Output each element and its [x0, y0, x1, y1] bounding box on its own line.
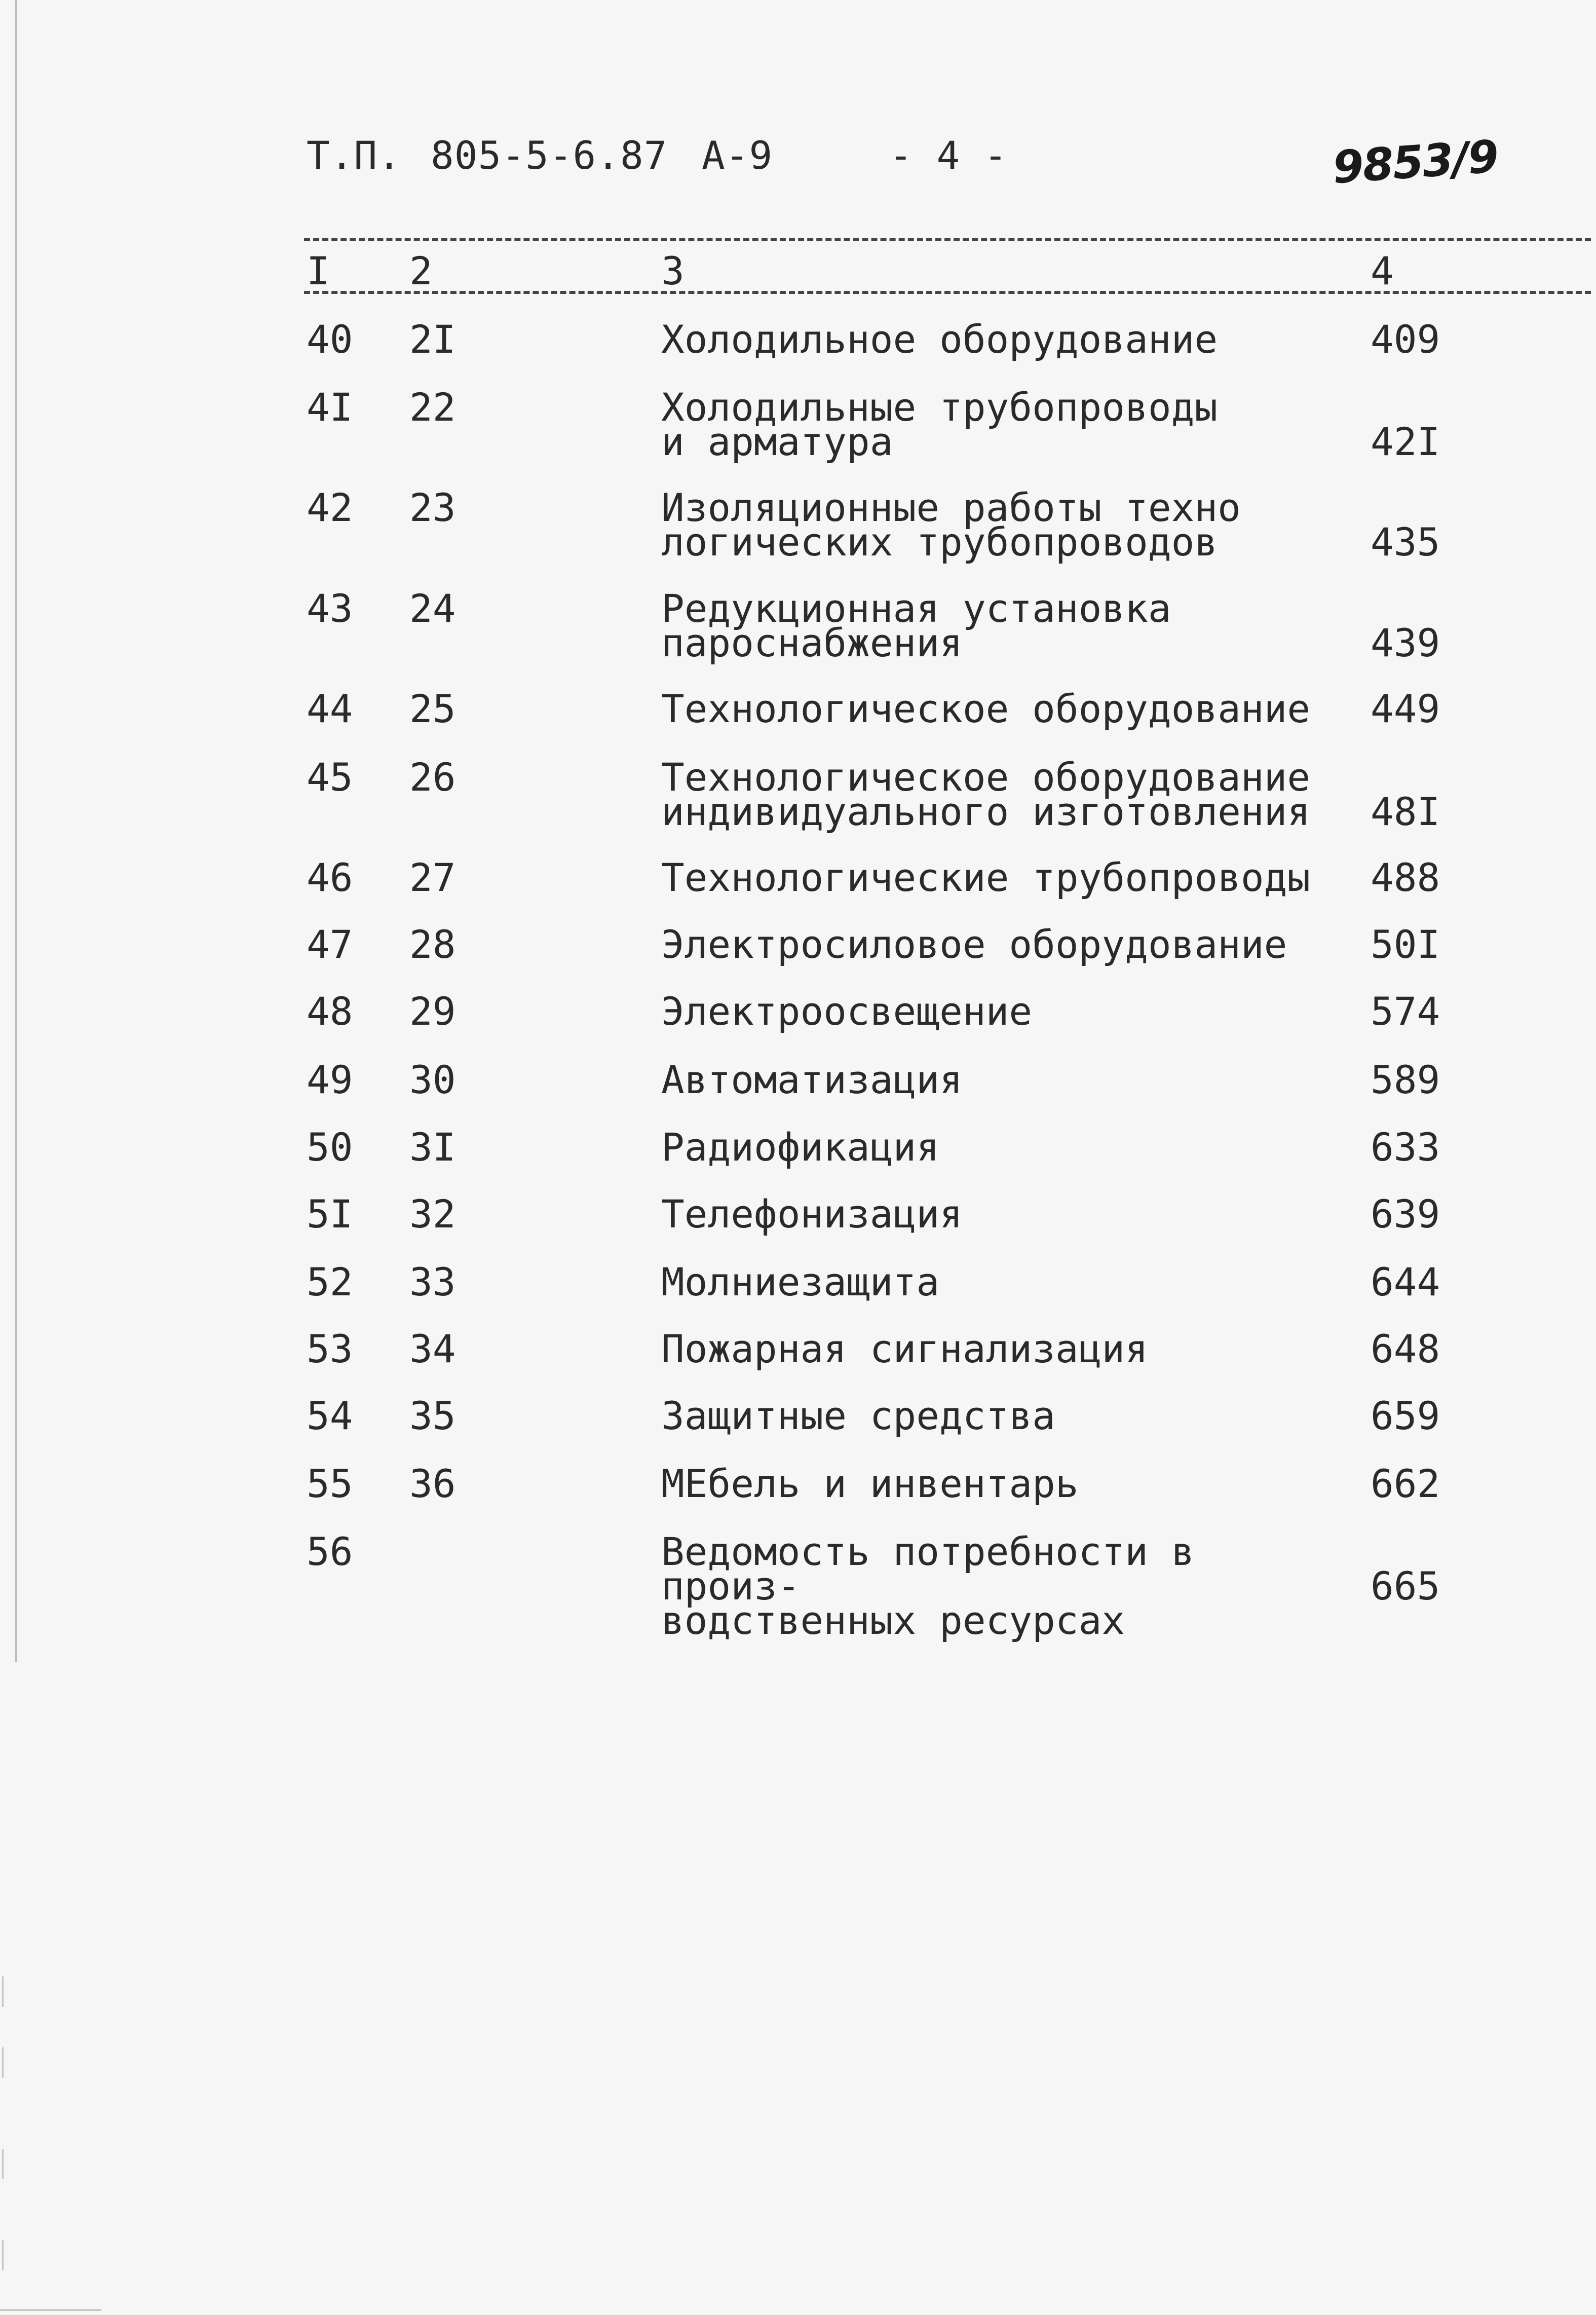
scan-mark: [2, 2240, 4, 2270]
series-label: Т.П.: [307, 133, 402, 178]
row-number: 43: [307, 586, 353, 631]
row-number: 55: [307, 1461, 353, 1506]
row-number: 49: [307, 1057, 353, 1102]
page-ref: 633: [1371, 1125, 1440, 1170]
section-number: 2I: [409, 317, 456, 362]
album-label: А-9: [702, 133, 773, 178]
section-title: Пожарная сигнализация: [661, 1326, 1148, 1371]
row-number: 46: [307, 855, 353, 900]
section-number: 34: [409, 1326, 456, 1371]
row-number: 45: [307, 755, 353, 800]
page-ref: 589: [1371, 1057, 1440, 1102]
section-title: Технологическое оборудование: [661, 686, 1311, 731]
section-title: Молниезащита: [661, 1259, 940, 1304]
row-number: 4I: [307, 385, 353, 430]
section-title: Защитные средства: [661, 1393, 1055, 1438]
scan-mark: [0, 2309, 101, 2311]
page-ref: 449: [1371, 686, 1440, 731]
row-number: 5I: [307, 1191, 353, 1237]
section-number: 25: [409, 686, 456, 731]
row-number: 42: [307, 485, 353, 530]
section-title: Технологические трубопроводы: [661, 855, 1311, 900]
scan-mark: [2, 2047, 4, 2078]
section-title: Радиофикация: [661, 1125, 940, 1170]
column-header-4: 4: [1371, 248, 1394, 293]
section-number: 27: [409, 855, 456, 900]
column-header-1: I: [307, 248, 330, 293]
section-number: 23: [409, 485, 456, 530]
page-ref: 662: [1371, 1461, 1440, 1506]
section-title: Электросиловое оборудование: [661, 922, 1287, 967]
section-title: МЕбель и инвентарь: [661, 1461, 1079, 1506]
section-number: 35: [409, 1393, 456, 1438]
section-number: 24: [409, 586, 456, 631]
section-title: Редукционная установка пароснабжения: [661, 586, 1171, 665]
page-ref: 48I: [1371, 789, 1440, 834]
section-number: 36: [409, 1461, 456, 1506]
document-code: 805-5-6.87: [431, 133, 668, 178]
handwritten-number: 9853/9: [1331, 130, 1500, 194]
page-ref: 574: [1371, 989, 1440, 1034]
section-number: 29: [409, 989, 456, 1034]
page-ref: 439: [1371, 620, 1440, 665]
row-number: 44: [307, 686, 353, 731]
page-ref: 648: [1371, 1326, 1440, 1371]
section-title: Автоматизация: [661, 1057, 963, 1102]
column-header-3: 3: [661, 248, 685, 293]
section-number: 22: [409, 385, 456, 430]
row-number: 40: [307, 317, 353, 362]
page-ref: 639: [1371, 1191, 1440, 1237]
row-number: 53: [307, 1326, 353, 1371]
page-ref: 644: [1371, 1259, 1440, 1304]
page-ref: 409: [1371, 317, 1440, 362]
row-number: 48: [307, 989, 353, 1034]
scan-mark: [2, 1976, 4, 2007]
section-title: Холодильные трубопроводы и арматура: [661, 385, 1218, 464]
section-title: Технологическое оборудование индивидуального изготовления: [661, 755, 1311, 834]
table-header-rule: [304, 291, 1591, 294]
section-number: 28: [409, 922, 456, 967]
row-number: 52: [307, 1259, 353, 1304]
section-number: 3I: [409, 1125, 456, 1170]
row-number: 50: [307, 1125, 353, 1170]
column-header-2: 2: [409, 248, 433, 293]
page-ref: 659: [1371, 1393, 1440, 1438]
page-ref: 42I: [1371, 419, 1440, 464]
section-number: 30: [409, 1057, 456, 1102]
table-top-rule: [304, 238, 1591, 241]
section-number: 32: [409, 1191, 456, 1237]
section-number: 33: [409, 1259, 456, 1304]
row-number: 56: [307, 1529, 353, 1574]
section-number: 26: [409, 755, 456, 800]
section-title: Холодильное оборудование: [661, 317, 1218, 362]
section-title: Изоляционные работы техно логических трубопроводов: [661, 485, 1241, 565]
page-edge: [15, 0, 17, 1662]
page-ref: 488: [1371, 855, 1440, 900]
page-ref: 435: [1371, 519, 1440, 565]
page-number: - 4 -: [889, 133, 1008, 178]
section-title: Ведомость потребности в произ- водственных ресурсах: [661, 1529, 1195, 1643]
section-title: Электроосвещение: [661, 989, 1033, 1034]
page-ref: 50I: [1371, 922, 1440, 967]
row-number: 54: [307, 1393, 353, 1438]
section-title: Телефонизация: [661, 1191, 963, 1237]
page-ref: 665: [1371, 1563, 1440, 1609]
scan-mark: [2, 2149, 4, 2179]
row-number: 47: [307, 922, 353, 967]
